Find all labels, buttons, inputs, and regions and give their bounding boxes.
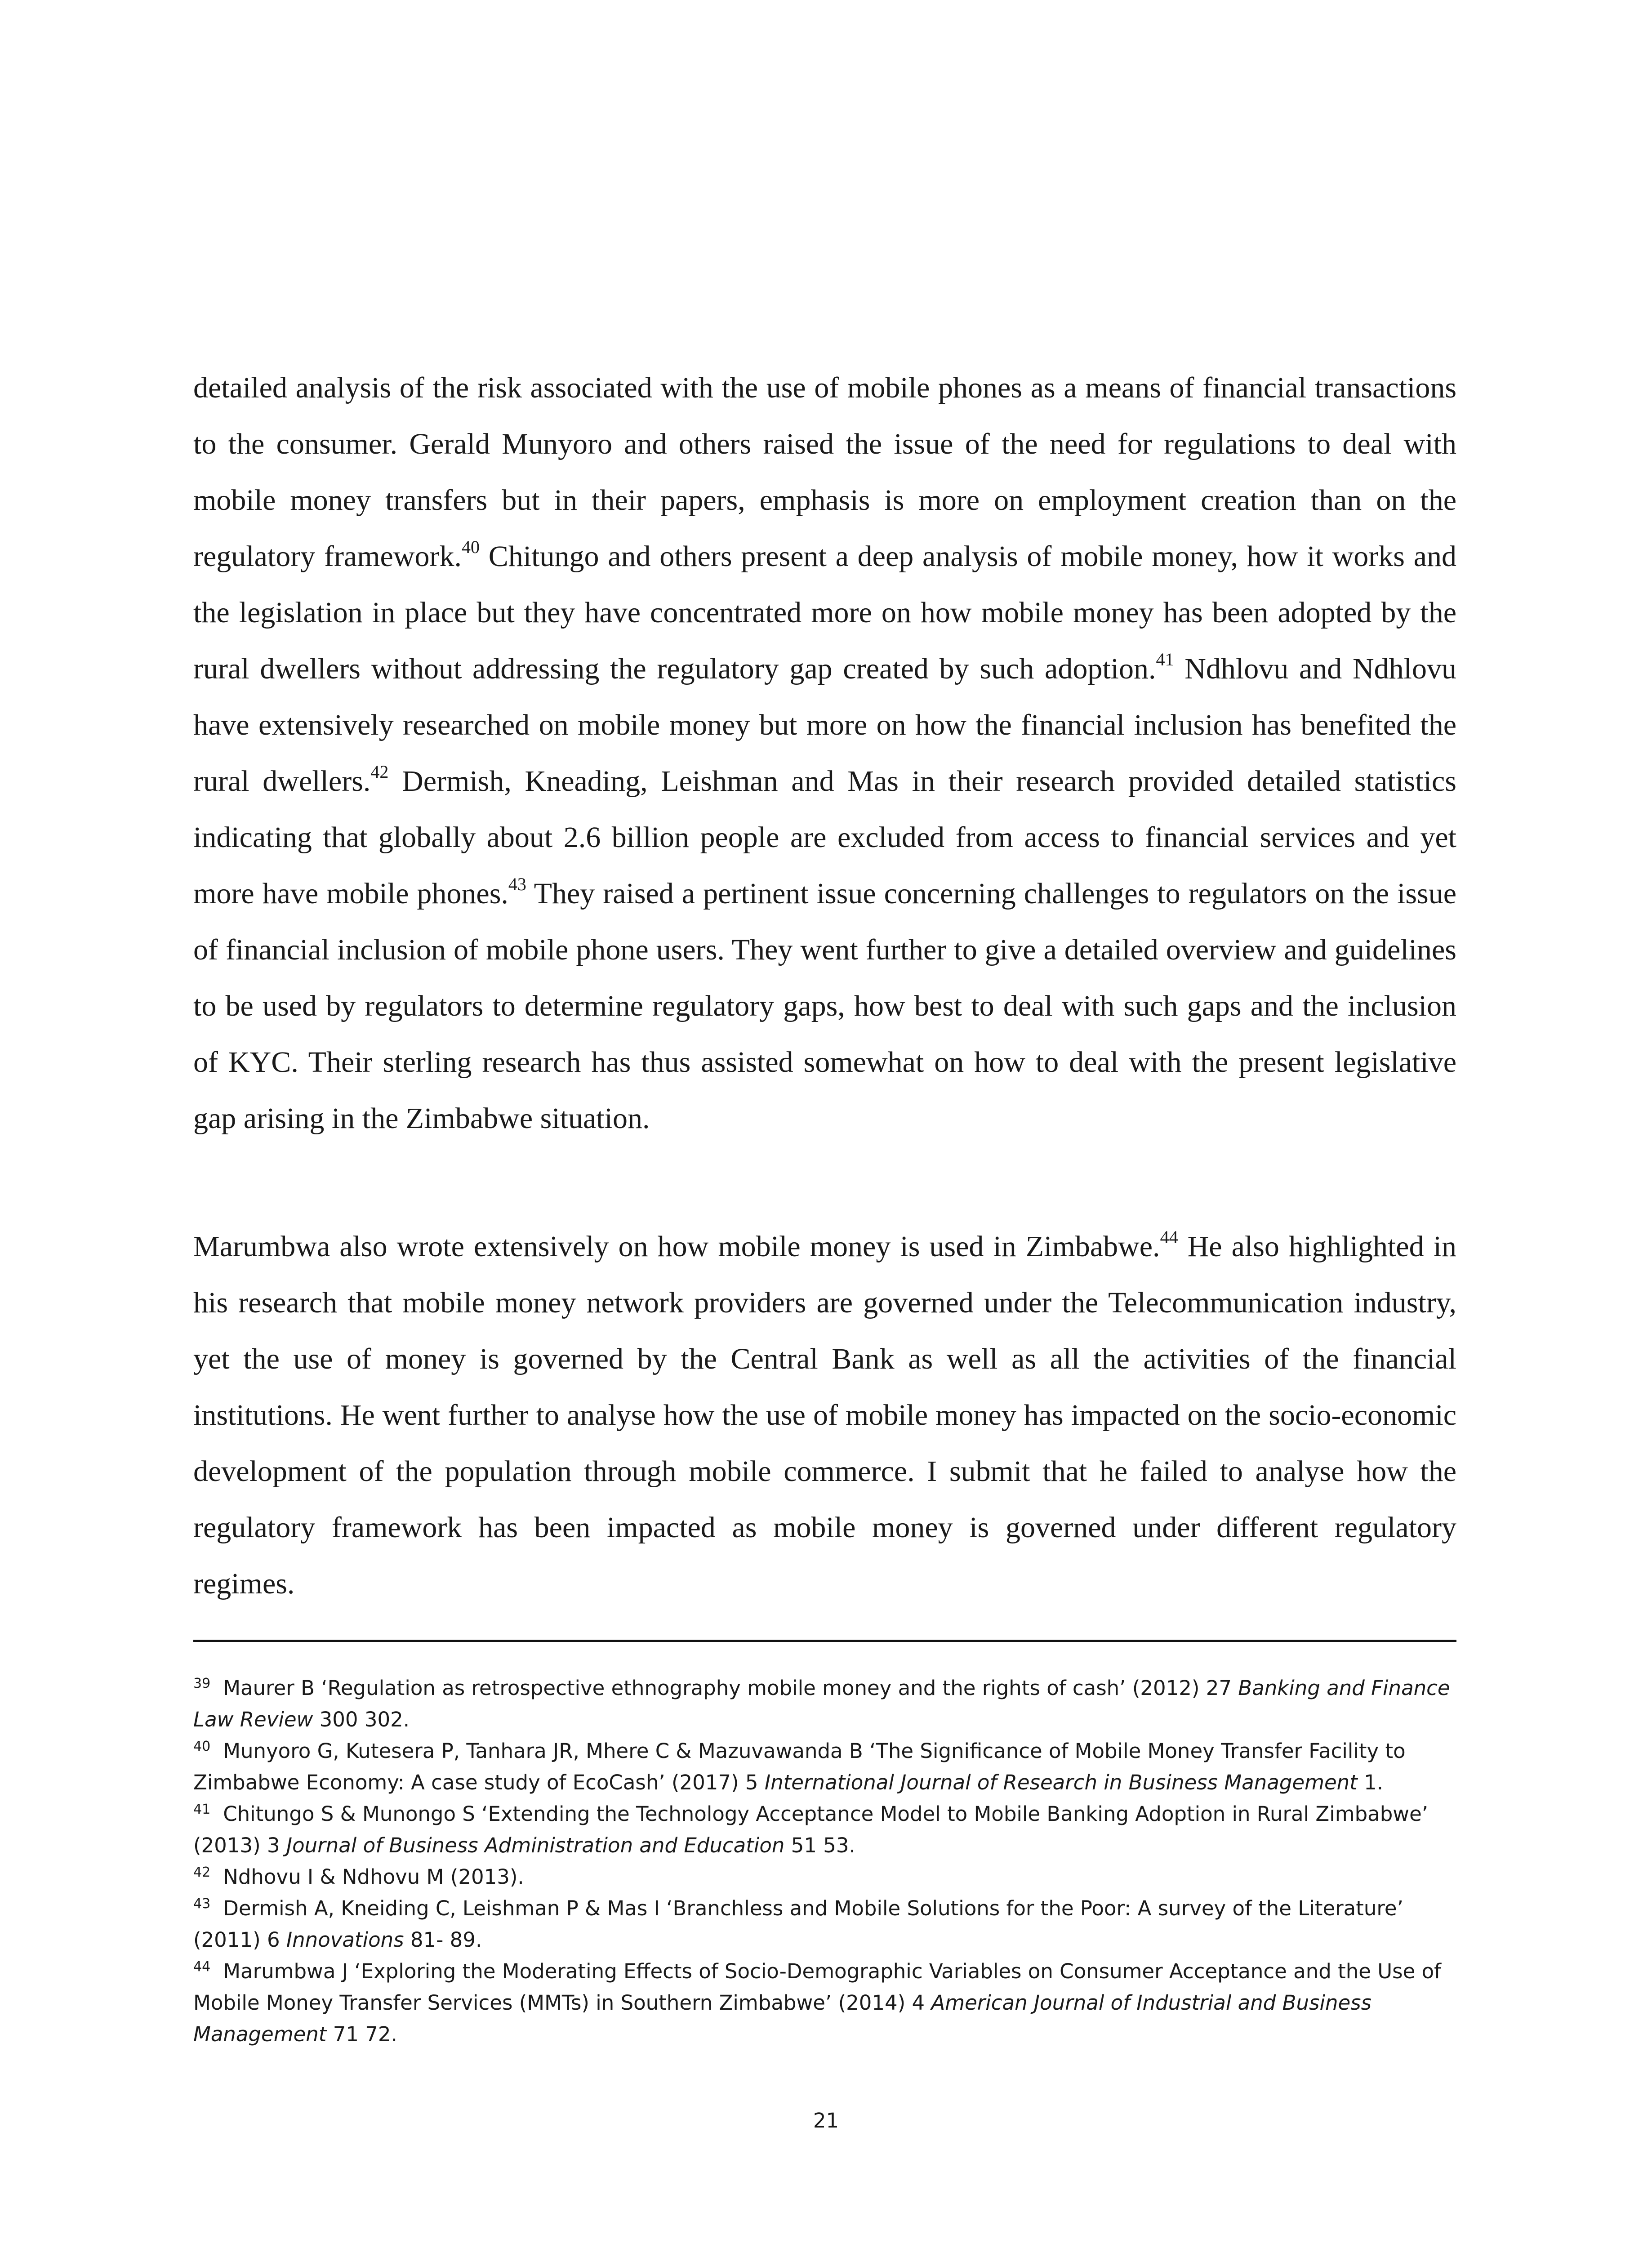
body-paragraph-1 — [193, 360, 1456, 1146]
footnotes-section — [193, 1673, 1456, 2050]
footnote-text: Marumbwa J ‘Exploring the Moderating Effects of Socio-Demographic Variables on Consumer Acceptance and the Use of Mobile Money Transfer Services (MMTs) in Southern Zimbabwe’ (2014) 4 — [193, 1959, 1441, 2015]
footnote-42 — [193, 1861, 1456, 1893]
footnote-number: 43 — [193, 1896, 211, 1912]
footnote-text: 1. — [1357, 1771, 1384, 1794]
body-paragraph-2 — [193, 1218, 1456, 1612]
footnote-number: 41 — [193, 1802, 211, 1817]
footnote-separator — [193, 1640, 1456, 1642]
page-number: 21 — [813, 2109, 839, 2132]
footnote-ref-41[interactable]: 41 — [1156, 649, 1174, 669]
footnote-text: Dermish A, Kneiding C, Leishman P & Mas I ‘Branchless and Mobile Solutions for the Poor: A survey of the Literature’ (2011) 6 — [193, 1896, 1403, 1952]
footnote-journal-title: Banking and Finance Law Review — [193, 1676, 1450, 1731]
footnote-text: Ndhovu I & Ndhovu M (2013). — [223, 1865, 524, 1889]
footnote-journal-title: American Journal of Industrial and Business Management — [193, 1991, 1372, 2046]
paragraph-text: Chitungo and others present a deep analysis of mobile money, how it works and the legislation in place but they have concentrated more on how mobile money has been adopted by the rural dwellers without addressing the regulatory gap created by such adoption. — [193, 540, 1456, 685]
footnote-39 — [193, 1673, 1456, 1735]
footnote-number: 42 — [193, 1864, 211, 1880]
footnote-journal-title: Innovations — [286, 1928, 404, 1952]
paragraph-text: He also highlighted in his research that mobile money network providers are governed under the Telecommunication industry, yet the use of money is governed by the Central Bank as well as all the activities of the financial institutions. He went further to analyse how the use of mobile money has impacted on the socio-economic development of the population through mobile commerce. I submit that he failed to analyse how the regulatory framework has been impacted as mobile money is governed under different regulatory regimes. — [193, 1230, 1456, 1600]
footnote-ref-40[interactable]: 40 — [462, 537, 480, 557]
footnote-44 — [193, 1956, 1456, 2050]
footnote-ref-42[interactable]: 42 — [370, 762, 389, 782]
paragraph-text: Ndhlovu and Ndhlovu have extensively researched on mobile money but more on how the financial inclusion has benefited the rural dwellers. — [193, 652, 1457, 798]
footnote-number: 44 — [193, 1959, 211, 1975]
footnote-43 — [193, 1893, 1456, 1956]
footnote-ref-43[interactable]: 43 — [508, 874, 526, 894]
footnote-text: 71 72. — [326, 2022, 397, 2046]
paragraph-text: Marumbwa also wrote extensively on how mobile money is used in Zimbabwe. — [193, 1230, 1160, 1263]
footnote-text: Munyoro G, Kutesera P, Tanhara JR, Mhere C & Mazuvawanda B ‘The Significance of Mobile Money Transfer Facility to Zimbabwe Economy: A case study of EcoCash’ (2017) 5 — [193, 1739, 1406, 1794]
footnote-ref-44[interactable]: 44 — [1160, 1227, 1178, 1247]
footnote-journal-title: Journal of Business Administration and Education — [286, 1833, 785, 1857]
footnote-journal-title: International Journal of Research in Business Management — [764, 1771, 1358, 1794]
footnote-41 — [193, 1798, 1456, 1861]
footnote-number: 39 — [193, 1676, 211, 1691]
footnote-text: Maurer B ‘Regulation as retrospective ethnography mobile money and the rights of cash’ (2012) 27 — [223, 1676, 1238, 1700]
paragraph-text: They raised a pertinent issue concerning challenges to regulators on the issue of financial inclusion of mobile phone users. They went further to give a detailed overview and guidelines to be used by regulators to determine regulatory gaps, how best to deal with such gaps and the inclusion of KYC. Their sterling research has thus assisted somewhat on how to deal with the present legislative gap arising in the Zimbabwe situation. — [193, 877, 1456, 1135]
paragraph-text: detailed analysis of the risk associated with the use of mobile phones as a means of financial transactions to the consumer. Gerald Munyoro and others raised the issue of the need for regulations to deal with mobile money transfers but in their papers, emphasis is more on employment creation than on the regulatory framework. — [193, 371, 1456, 573]
footnote-text: 81- 89. — [404, 1928, 482, 1952]
footnote-number: 40 — [193, 1739, 211, 1754]
footnote-40 — [193, 1735, 1456, 1798]
footnote-text: 300 302. — [313, 1708, 410, 1731]
paragraph-text: Dermish, Kneading, Leishman and Mas in their research provided detailed statistics indicating that globally about 2.6 billion people are excluded from access to financial services and yet more have mobile phones. — [193, 765, 1456, 910]
footnote-text: Chitungo S & Munongo S ‘Extending the Technology Acceptance Model to Mobile Banking Adoption in Rural Zimbabwe’ (2013) 3 — [193, 1802, 1429, 1857]
footnote-text: 51 53. — [784, 1833, 855, 1857]
